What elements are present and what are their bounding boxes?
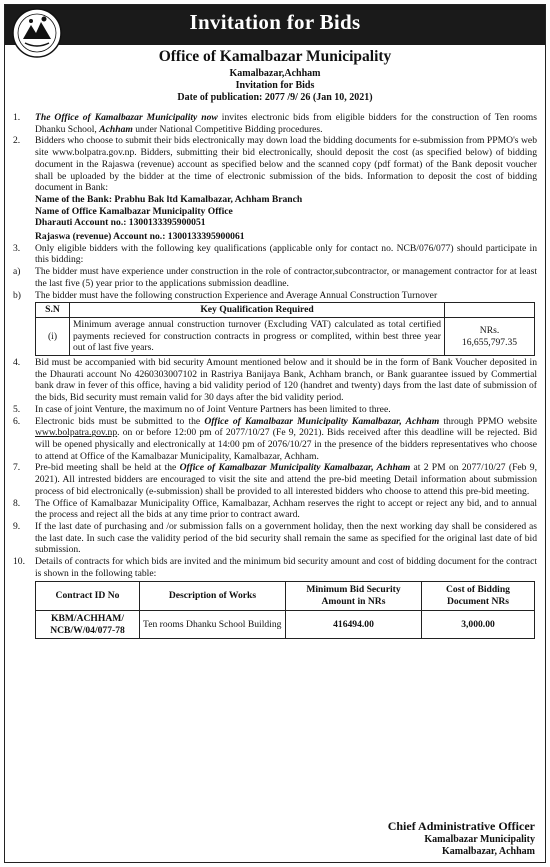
clause-emphasis: Office of Kamalbazar Municipality Kamalbazar, Achham <box>179 462 411 474</box>
clause-text-part: through PPMO website <box>439 415 537 427</box>
clause-text <box>35 112 537 135</box>
office-name: Office of Kamalbazar Municipality <box>158 48 392 65</box>
clause-number: 7. <box>13 462 21 474</box>
office-account-name: Name of Office Kamalbazar Municipality Office <box>35 205 233 217</box>
clause-8 <box>13 498 537 521</box>
header-block <box>65 48 485 104</box>
notice-page <box>4 4 546 863</box>
table-cell: (i) <box>36 317 70 355</box>
column-header <box>445 303 535 318</box>
table-header-row <box>36 303 535 318</box>
signatory-location: Kamalbazar, Achham <box>442 845 535 857</box>
clause-number: 1. <box>13 112 21 123</box>
clause-text <box>35 462 537 497</box>
amount-value: 16,655,797.35 <box>461 336 518 348</box>
clause-text <box>35 416 537 463</box>
clause-number: 2. <box>13 135 21 147</box>
table-cell: Ten rooms Dhanku School Building <box>140 610 286 638</box>
bolpatra-link[interactable]: www.bolpatra.gov.np <box>35 427 118 439</box>
clause-2 <box>13 135 537 194</box>
clause-number: 6. <box>13 415 21 427</box>
clause-number: 9. <box>13 520 21 532</box>
clause-text: Details of contracts for which bids are invited and the minimum bid security amount and cost of bidding document for the contract is shown in the following table: <box>35 556 537 579</box>
clause-text: If the last date of purchasing and /or submission falls on a government holiday, then the next working day shall be considered as the last date. In such case the validity period of the bid security shall remain the same as specified for the original last date of bid submission. <box>35 520 537 556</box>
clause-text: The bidder must have experience under construction in the role of contractor,subcontractor, or management contractor for at least the last five (5) year prior to the applications submission deadline. <box>35 266 537 289</box>
table-cell: Minimum average annual construction turnover (Excluding VAT) calculated as total certified payments recieved for construction contracts in progress or complited, within best three year out of last five years. <box>70 317 445 355</box>
clause-10 <box>13 556 537 579</box>
table-header-row <box>36 582 535 610</box>
clause-number: b) <box>13 289 21 301</box>
clause-emphasis: Office of Kamalbazar Municipality Kamalbazar, Achham <box>204 415 440 427</box>
signatory-office: Kamalbazar Municipality <box>424 833 535 845</box>
clause-a <box>13 266 537 289</box>
clause-text: Bid must be accompanied with bid security Amount mentioned below and it should be in the form of Bank Voucher deposited in the Dhaurati account No 4260303007102 in Rastriya Banijaya Bank, Achham branch, or Bank guarantee issued by Commertial bank draw in fever of this office, having a bid validity period of 120 (handret and twenty) days from the last date of submission of the bids, Bid security must remain valid for 30 days after the bid validity period. <box>35 357 537 404</box>
clause-number: a) <box>13 266 21 278</box>
clause-text-part: . on or before 12:00 pm of 2077/10/27 (Fe 9, 2021). Bids received after this deadline will be rejected. Bid will be opened physically and electronically at 14:00 pm of 2076/10/27 in the presence of the bidders representatives who choose to attend at Office of the Kamalbazar Municipality, Kamalbazar, Achham. <box>35 427 537 462</box>
column-header: Description of Works <box>140 582 286 610</box>
column-header: Cost of Bidding Document NRs <box>422 582 535 610</box>
qualification-table <box>35 302 535 356</box>
contract-table <box>35 581 535 639</box>
clause-3 <box>13 243 537 266</box>
signatory-title: Chief Administrative Officer <box>387 819 535 833</box>
clause-text-part: Electronic bids must be submitted to the <box>35 415 205 427</box>
clause-number: 4. <box>13 357 21 369</box>
amount-label: NRs. <box>479 324 500 336</box>
notice-title: Invitation for Bids <box>189 10 361 34</box>
signature-block <box>388 819 535 858</box>
clause-text: The bidder must have the following construction Experience and Average Annual Construction Turnover <box>35 289 438 301</box>
table-cell: 3,000.00 <box>422 610 535 638</box>
clause-text: The Office of Kamalbazar Municipality Office, Kamalbazar, Achham reserves the right to accept or reject any bid, and to annual the process and reject all the bids at any time prior to contract award. <box>35 497 537 521</box>
clause-text-part: at 2 PM on 2077/10/27 (Feb 9, 2021). All intrested bidders are encouraged to visit the site and attend the pre-bid meeting Detail information about submission process of bid electronically (e-submission) shall be provided to all interested bidders who choose to attend this pre-bid meeting. <box>35 462 537 497</box>
clause-text: In case of joint Venture, the maximum no of Joint Venture Partners has been limited to three. <box>35 403 391 415</box>
table-cell <box>445 317 535 355</box>
column-header: S.N <box>36 303 70 318</box>
clause-number: 5. <box>13 403 21 415</box>
title-banner <box>5 5 545 45</box>
table-cell: KBM/ACHHAM/ NCB/W/04/077-78 <box>36 610 140 638</box>
clause-emphasis: The Office of Kamalbazar Municipality now <box>35 112 218 123</box>
clause-text: Only eligible bidders with the following key qualifications (applicable only for contact no. NCB/076/077) should participate in this bidding: <box>35 242 537 266</box>
column-header: Key Qualification Required <box>70 303 445 318</box>
clause-b <box>13 290 537 302</box>
clause-1 <box>13 112 537 135</box>
clause-5 <box>13 404 537 416</box>
clause-text: Bidders who choose to submit their bids electronically may down load the bidding documents for e-submission from PPMO's web site www.bolpatra.gov.np. Bidders, submitting their bid electronically, should deposit the cost (as specified below) of bidding document in the Rajaswa (revenue) account as specified below and the scanned copy (pdf format) of the Bank deposit voucher shall be uploaded by the bidder at the time of electronic submission of the bids. Information to deposit the cost of bidding document in Bank: <box>35 135 537 194</box>
notice-subtitle: Invitation for Bids <box>235 80 315 92</box>
clause-9 <box>13 521 537 556</box>
column-header: Contract ID No <box>36 582 140 610</box>
clause-text-part: under National Competitive Bidding procedures. <box>132 123 323 135</box>
clause-text-part: Pre-bid meeting shall be held at the <box>35 462 180 474</box>
bank-name: Name of the Bank: Prabhu Bak ltd Kamalbazar, Achham Branch <box>35 193 303 205</box>
publication-date: Date of publication: 2077 /9/ 26 (Jan 10, 2021) <box>177 92 373 104</box>
table-row <box>36 610 535 638</box>
table-row <box>36 317 535 355</box>
municipality-emblem-icon <box>11 7 63 59</box>
notice-body <box>13 112 537 639</box>
table-cell: 416494.00 <box>286 610 422 638</box>
bank-details <box>13 194 537 243</box>
clause-number: 8. <box>13 497 21 509</box>
clause-number: 10. <box>13 556 25 568</box>
dharauti-account: Dharauti Account no.: 1300133395900051 <box>35 217 206 229</box>
office-location: Kamalbazar,Achham <box>229 67 321 79</box>
clause-number: 3. <box>13 242 21 254</box>
clause-4 <box>13 357 537 404</box>
clause-text-part: invites electronic bids from eligible bidders for the construction of Ten rooms Dhanku School, <box>35 112 537 135</box>
clause-7 <box>13 462 537 497</box>
rajaswa-account: Rajaswa (revenue) Account no.: 1300133395900061 <box>35 231 245 243</box>
column-header: Minimum Bid Security Amount in NRs <box>286 582 422 610</box>
clause-emphasis: Achham <box>99 123 133 135</box>
clause-6 <box>13 416 537 463</box>
